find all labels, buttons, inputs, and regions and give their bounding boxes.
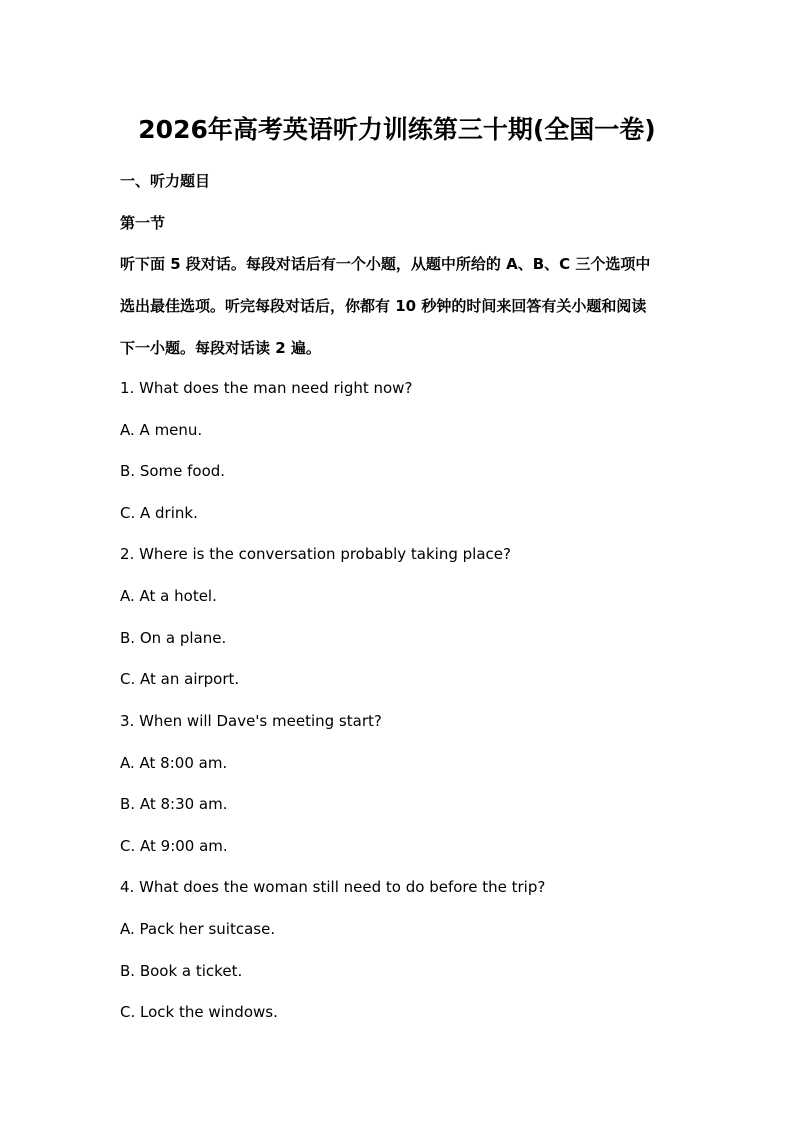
- question-3-option-a: A. At 8:00 am.: [120, 754, 228, 772]
- section-heading: 一、听力题目: [120, 172, 211, 190]
- instruction-line-2: 选出最佳选项。听完每段对话后，你都有 10 秒钟的时间来回答有关小题和阅读: [120, 297, 647, 315]
- instruction-line-3: 下一小题。每段对话读 2 遍。: [120, 339, 321, 357]
- question-2-option-a: A. At a hotel.: [120, 587, 217, 605]
- question-4-option-c: C. Lock the windows.: [120, 1003, 278, 1021]
- question-4-option-a: A. Pack her suitcase.: [120, 920, 276, 938]
- instruction-line-1: 听下面 5 段对话。每段对话后有一个小题，从题中所给的 A、B、C 三个选项中: [120, 255, 651, 273]
- question-3-option-c: C. At 9:00 am.: [120, 837, 228, 855]
- question-2-option-b: B. On a plane.: [120, 629, 227, 647]
- question-2: 2. Where is the conversation probably taking place?: [120, 545, 511, 563]
- question-4-option-b: B. Book a ticket.: [120, 962, 243, 980]
- question-3: 3. When will Dave's meeting start?: [120, 712, 382, 730]
- question-1-option-c: C. A drink.: [120, 504, 198, 522]
- question-3-option-b: B. At 8:30 am.: [120, 795, 228, 813]
- question-2-option-c: C. At an airport.: [120, 670, 240, 688]
- document-title: 2026年高考英语听力训练第三十期(全国一卷): [138, 115, 656, 144]
- question-1: 1. What does the man need right now?: [120, 379, 413, 397]
- subsection-heading: 第一节: [120, 214, 166, 232]
- question-1-option-a: A. A menu.: [120, 421, 203, 439]
- question-4: 4. What does the woman still need to do before the trip?: [120, 878, 546, 896]
- question-1-option-b: B. Some food.: [120, 462, 226, 480]
